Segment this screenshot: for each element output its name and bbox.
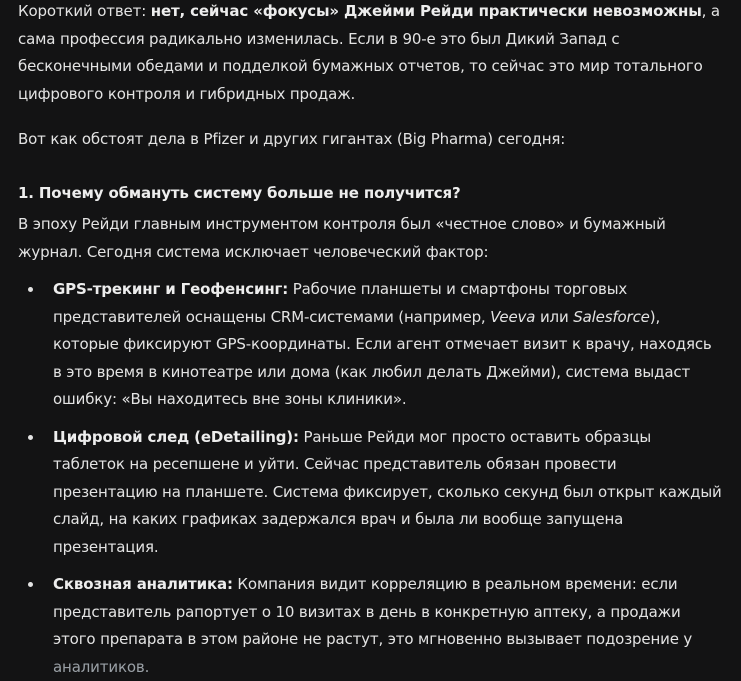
intro-rest: , а сама профессия радикально изменилась. Если в 90-е это был Дикий Запад с бесконечными обедами и подделкой бумажных отчетов, то сейчас это мир тотального цифрового контроля и гибридных продаж.	[18, 2, 720, 103]
bullet-emphasis: Veeva	[490, 307, 536, 326]
bullet-text: Компания видит корреляцию в реальном времени: если представитель рапортует о 10 визитах в день в конкретную аптеку, а продажи этого препарата в этом районе не растут, это мгновенно вызывает подозрение у	[53, 575, 693, 648]
list-item	[18, 276, 723, 414]
bullet-dot-icon	[28, 287, 33, 292]
bullet-text: Рабочие планшеты и смартфоны торговых представителей оснащены CRM-системами (например,	[53, 280, 628, 326]
bullet-title: Цифровой след (eDetailing):	[53, 427, 299, 446]
bullet-text-streaming: аналитиков.	[53, 657, 150, 676]
bullet-emphasis: Salesforce	[573, 307, 650, 326]
section-heading-1: 1. Почему обмануть систему больше не получится?	[18, 183, 461, 202]
list-item	[18, 571, 723, 681]
section-intro-paragraph: В эпоху Рейди главным инструментом контроля был «честное слово» и бумажный журнал. Сегодня система исключает человеческий фактор:	[18, 215, 666, 261]
overview-paragraph: Вот как обстоят дела в Pfizer и других гигантах (Big Pharma) сегодня:	[18, 130, 566, 148]
bullet-text: Раньше Рейди мог просто оставить образцы таблеток на ресепшене и уйти. Сейчас представитель обязан провести презентацию на планшете. Система фиксирует, сколько секунд был открыт каждый слайд, на каких графиках задержался врач и была ли вообще запущена презентация.	[53, 427, 722, 556]
bullet-list	[18, 276, 723, 681]
intro-lead: Короткий ответ:	[18, 2, 151, 20]
bullet-dot-icon	[28, 582, 33, 587]
bullet-dot-icon	[28, 435, 33, 440]
intro-bold-answer: нет, сейчас «фокусы» Джейми Рейди практически невозможны	[150, 2, 702, 20]
list-item	[18, 424, 723, 562]
bullet-text: ), которые фиксируют GPS-координаты. Если агент отмечает визит к врачу, находясь в это время в кинотеатре или дома (как любил делать Джейми), система выдаст ошибку: «Вы находитесь вне зоны клиники».	[53, 307, 712, 408]
intro-paragraph	[18, 0, 723, 108]
bullet-text: или	[535, 307, 574, 326]
bullet-title: GPS-трекинг и Геофенсинг:	[53, 280, 289, 298]
bullet-title: Сквозная аналитика:	[53, 575, 233, 593]
